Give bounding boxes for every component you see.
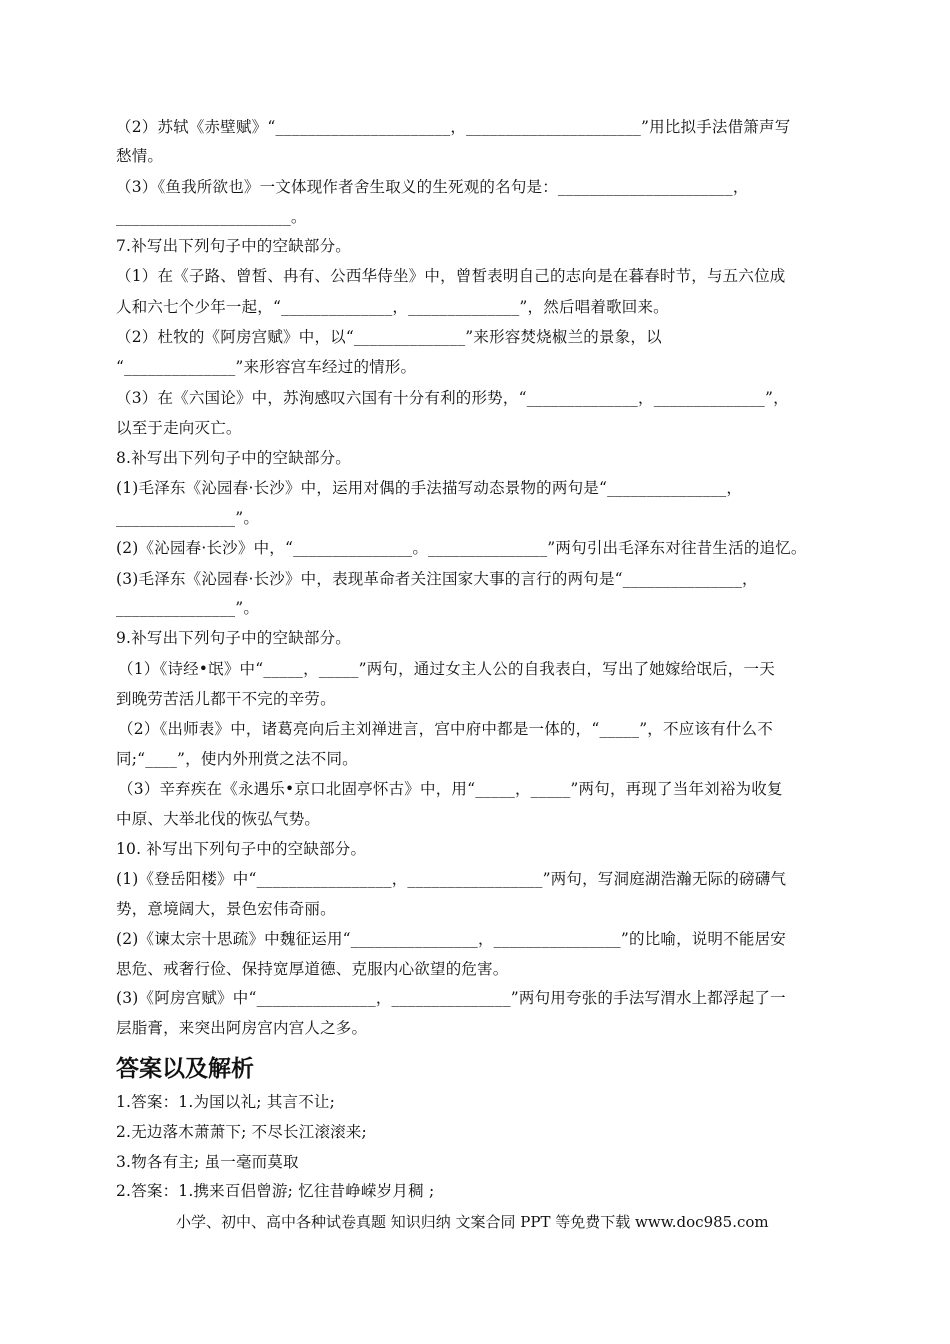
text-line: （3）在《六国论》中，苏洵感叹六国有十分有利的形势，“______________，______________”， <box>116 389 789 407</box>
text-line: （3）辛弃疾在《永遇乐•京口北固亭怀古》中，用“_____，_____”两句，再现了当年刘裕为收复 <box>118 780 783 798</box>
text-line: (2)《谏太宗十思疏》中魏征运用“________________，________________”的比喻，说明不能居安 <box>116 930 787 948</box>
text-line: (1)《登岳阳楼》中“_________________，_________________”两句，写洞庭湖浩瀚无际的磅礴气 <box>116 870 787 888</box>
question-heading: 10. 补写出下列句子中的空缺部分。 <box>116 840 367 858</box>
question-heading: 9.补写出下列句子中的空缺部分。 <box>116 629 351 647</box>
answer-line: 1.答案：1.为国以礼; 其言不让; <box>116 1093 336 1111</box>
text-line: 到晚劳苦活儿都干不完的辛劳。 <box>116 690 336 708</box>
text-line: 以至于走向灭亡。 <box>116 419 242 437</box>
text-line: _______________”。 <box>116 509 260 527</box>
text-line: （2）杜牧的《阿房宫赋》中，以“______________”来形容焚烧椒兰的景象，以 <box>116 328 662 346</box>
text-line: （2）《出师表》中，诸葛亮向后主刘禅进言，宫中府中都是一体的，“_____”，不应该有什么不 <box>118 720 773 738</box>
text-line: (3)《阿房宫赋》中“_______________，_______________”两句用夸张的手法写渭水上都浮起了一 <box>116 989 786 1007</box>
text-line: 层脂膏，来突出阿房宫内宫人之多。 <box>116 1019 368 1037</box>
text-line: (3)毛泽东《沁园春·长沙》中，表现革命者关注国家大事的言行的两句是“_______________， <box>116 570 758 588</box>
text-line: 中原、大举北伐的恢弘气势。 <box>116 810 321 828</box>
text-line: (2)《沁园春·长沙》中，“_______________。_______________”两句引出毛泽东对往昔生活的追忆。 <box>116 539 807 557</box>
text-line: 思危、戒奢行俭、保持宽厚道德、克服内心欲望的危害。 <box>116 960 509 978</box>
answer-line: 3.物各有主; 虽一毫而莫取 <box>116 1153 299 1171</box>
text-line: （1）在《子路、曾皙、冉有、公西华侍坐》中，曾皙表明自己的志向是在暮春时节，与五六位成 <box>116 267 786 285</box>
text-line: 势，意境阔大，景色宏伟奇丽。 <box>116 900 336 918</box>
answer-line: 2.无边落木萧萧下; 不尽长江滚滚来; <box>116 1123 367 1141</box>
text-line: （1）《诗经•氓》中“_____，_____”两句，通过女主人公的自我表白，写出了她嫁给氓后，一天 <box>118 660 775 678</box>
page-footer: 小学、初中、高中各种试卷真题 知识归纳 文案合同 PPT 等免费下载 www.doc985.com <box>176 1213 769 1231</box>
text-line: 同;“____”，使内外刑赏之法不同。 <box>116 750 358 768</box>
question-heading: 7.补写出下列句子中的空缺部分。 <box>116 237 351 255</box>
text-line: _______________”。 <box>116 599 260 617</box>
answers-heading: 答案以及解析 <box>116 1056 254 1082</box>
text-line: 人和六七个少年一起，“______________，______________”，然后唱着歌回来。 <box>116 298 669 316</box>
text-line: 愁情。 <box>116 147 164 165</box>
text-line: （2）苏轼《赤壁赋》“______________________，______________________”用比拟手法借箫声写 <box>116 118 791 136</box>
question-heading: 8.补写出下列句子中的空缺部分。 <box>116 449 351 467</box>
text-line: “______________”来形容宫车经过的情形。 <box>116 358 417 376</box>
answer-line: 2.答案：1.携来百侣曾游; 忆往昔峥嵘岁月稠 ; <box>116 1182 435 1200</box>
text-line: ______________________。 <box>116 208 307 226</box>
text-line: （3）《鱼我所欲也》一文体现作者舍生取义的生死观的名句是：______________________， <box>116 178 749 196</box>
text-line: (1)毛泽东《沁园春·长沙》中，运用对偶的手法描写动态景物的两句是“_______________， <box>116 479 743 497</box>
